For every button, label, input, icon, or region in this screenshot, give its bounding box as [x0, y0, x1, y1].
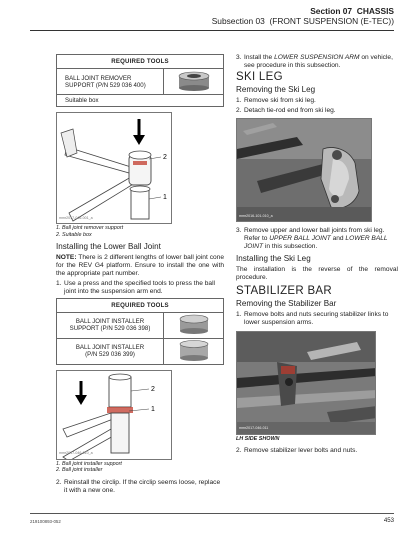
stab-step-2: 2. Remove stabilizer lever bolts and nuts.	[236, 446, 358, 454]
left-column	[56, 54, 224, 496]
footer-doc-id: 219100893-052	[30, 519, 61, 524]
ski-step-1-text: Remove ski from ski leg.	[244, 96, 316, 104]
tool3-image-cell	[164, 338, 224, 364]
removal-illustration	[57, 113, 172, 224]
removing-stabilizer-heading: Removing the Stabilizer Bar	[236, 298, 337, 308]
note-paragraph	[56, 254, 224, 278]
fig3-reference: mmr2016-101-010_a	[239, 213, 273, 218]
tools2-table-title: REQUIRED TOOLS	[57, 298, 224, 312]
installer-support-image	[171, 313, 217, 335]
remover-support-image	[171, 70, 217, 92]
ski-step-3-post: in this subsection.	[263, 243, 318, 251]
stabilizer-removal-steps-2	[236, 447, 398, 455]
fig1-legend-1: 1. Ball joint remover support	[56, 225, 124, 232]
page-header	[34, 6, 394, 26]
stab-step-2-text: Remove stabilizer lever bolts and nuts.	[244, 446, 358, 454]
note-label: NOTE:	[56, 254, 77, 262]
tool3-name-line1: BALL JOINT INSTALLER	[75, 344, 145, 352]
tool3-name-line2: (P/N 529 036 399)	[85, 351, 135, 359]
ski-leg-removal-steps	[236, 97, 398, 115]
fig2-callout-1: 1	[151, 405, 155, 413]
required-tools-table-install	[56, 298, 224, 365]
lower-suspension-arm-link[interactable]: LOWER SUSPENSION ARM	[274, 54, 360, 61]
section-label: Section 07	[310, 6, 353, 16]
removing-ski-leg-heading: Removing the Ski Leg	[236, 84, 316, 94]
required-tools-table-removal	[56, 54, 224, 107]
installing-ski-leg-text: The installation is the reverse of the removal procedure.	[236, 266, 398, 281]
ski-step-1: 1. Remove ski from ski leg.	[236, 96, 316, 104]
step-2: 2. Reinstall the circlip. If the circlip seems loose, replace it with a new one.	[56, 478, 221, 494]
step-3-text-post: on vehicle, see procedure in this subsection.	[244, 54, 393, 69]
stabilizer-bar-heading: STABILIZER BAR	[236, 284, 333, 297]
fig2-reference: mmr2017-046-010_a	[59, 450, 93, 455]
step-1-text: Use a press and the specified tools to press the ball joint into the suspension arm end.	[64, 279, 216, 295]
install-steps-3	[236, 54, 398, 70]
tool2-name-line2: SUPPORT (P/N 529 036 398)	[69, 325, 151, 333]
install-illustration	[57, 371, 172, 460]
fig1-legend-2: 2. Suitable box	[56, 231, 92, 238]
subsection-title: (FRONT SUSPENSION (E-TEC))	[269, 16, 394, 26]
installing-ski-leg-heading: Installing the Ski Leg	[236, 254, 311, 264]
chassis-label: CHASSIS	[356, 6, 394, 16]
step-3: 3. Install the LOWER SUSPENSION ARM on vehicle, see procedure in this subsection.	[236, 54, 393, 69]
note-text: There is 2 different lengths of lower ball joint cone for the REV G4 platform. Ensure to install the one with the appropriate part number.	[56, 254, 224, 277]
installing-lower-ball-joint-heading: Installing the Lower Ball Joint	[56, 242, 161, 252]
tool-ball-joint-installer	[57, 338, 164, 364]
fig1-callout-1: 1	[163, 194, 167, 202]
stab-step-1: 1. Remove bolts and nuts securing stabilizer links to lower suspension arms.	[236, 310, 389, 326]
tool-name-line1: BALL JOINT REMOVER	[65, 74, 132, 82]
upper-ball-joint-link[interactable]: UPPER BALL JOINT	[269, 235, 331, 243]
ski-step-3: 3. Remove upper and lower ball joints from ski leg. Refer to UPPER BALL JOINT and LOWER BALL JOINT in this subsection.	[236, 227, 388, 251]
fig2-legend	[56, 461, 224, 474]
header-rule	[30, 30, 394, 31]
tool2-name-line1: BALL JOINT INSTALLER	[75, 318, 145, 326]
install-steps-2	[56, 479, 224, 495]
fig1-callout-2: 2	[163, 154, 167, 162]
ski-step-3-pre: Remove upper and lower ball joints from ski leg. Refer to	[244, 227, 385, 243]
fig2-legend-1: 1. Ball joint installer support	[56, 460, 122, 467]
tool-ball-joint-installer-support	[57, 312, 164, 338]
right-column	[236, 54, 398, 457]
tool2-image-cell	[164, 312, 224, 338]
tool-name-line2: SUPPORT (P/N 529 036 400)	[65, 81, 146, 89]
stabilizer-photo	[237, 332, 376, 435]
tools-table-title: REQUIRED TOOLS	[57, 55, 224, 69]
tool-ball-joint-remover	[57, 69, 164, 95]
ski-step-2-text: Detach tie-rod end from ski leg.	[244, 106, 336, 114]
fig4-caption: LH SIDE SHOWN	[236, 435, 280, 442]
figure-ski-leg-photo	[236, 118, 372, 222]
ski-step-3-mid: and	[330, 235, 346, 243]
install-steps-1	[56, 280, 224, 296]
lower-ball-joint-link[interactable]: LOWER BALL JOINT	[244, 235, 388, 251]
footer-rule	[30, 513, 394, 514]
figure-stabilizer-photo	[236, 331, 376, 435]
stab-step-1-text: Remove bolts and nuts securing stabilizer links to lower suspension arms.	[244, 310, 389, 326]
fig1-reference: mmr2017-046-001_a	[59, 215, 93, 220]
subsection-label: Subsection 03	[211, 16, 265, 26]
installer-image	[171, 339, 217, 361]
fig4-reference: mmr2017-046-011	[239, 425, 269, 430]
fig2-legend-2: 2. Ball joint installer	[56, 467, 103, 474]
page-number: 453	[383, 517, 394, 524]
tool-image-cell	[164, 69, 224, 95]
stabilizer-removal-steps	[236, 311, 398, 327]
figure-ball-joint-install	[56, 370, 172, 460]
fig2-callout-2: 2	[151, 385, 155, 393]
step-3-text-pre: Install the	[244, 54, 275, 61]
ski-leg-removal-steps-2	[236, 227, 398, 251]
ski-leg-photo	[237, 119, 372, 222]
figure-ball-joint-removal	[56, 112, 172, 224]
step-1: 1. Use a press and the specified tools to press the ball joint into the suspension arm end.	[56, 279, 216, 295]
ski-step-2: 2. Detach tie-rod end from ski leg.	[236, 106, 336, 114]
tool-suitable-box: Suitable box	[57, 95, 224, 107]
ski-leg-heading: SKI LEG	[236, 70, 283, 83]
fig1-legend	[56, 225, 224, 238]
step-2-text: Reinstall the circlip. If the circlip seems loose, replace it with a new one.	[64, 478, 221, 494]
